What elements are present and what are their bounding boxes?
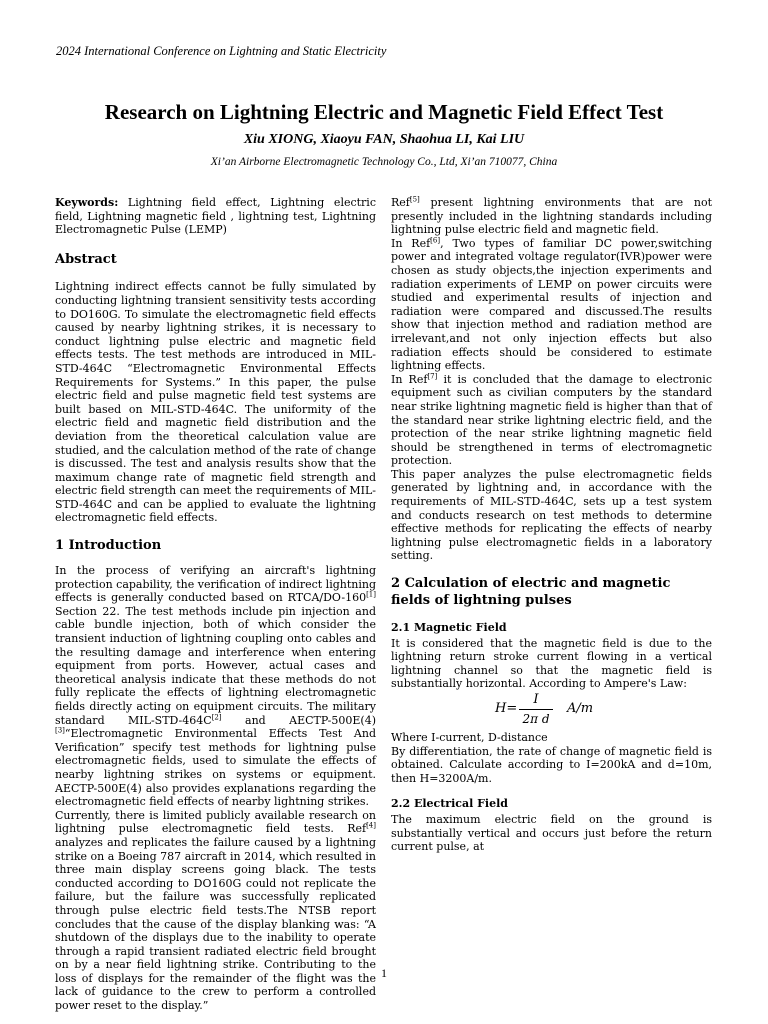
- magnetic-calc-paragraph: By differentiation, the rate of change of magnetic field is obtained. Calculate according to I=200kA and d=10m, then H=3200A/m.: [391, 744, 712, 785]
- abstract-heading: Abstract: [55, 251, 117, 267]
- electrical-field-paragraph: The maximum electric field on the ground is substantially vertical and occurs just before the return current pulse, at: [391, 812, 712, 854]
- citation: [4]: [366, 821, 376, 830]
- magnetic-field-heading: 2.1 Magnetic Field: [391, 621, 507, 635]
- page-number: 1: [381, 966, 387, 980]
- conference-header: 2024 International Conference on Lightning and Static Electricity: [56, 44, 387, 58]
- magnetic-field-paragraph: It is considered that the magnetic field is due to the lightning return stroke current flowing in a vertical lightning channel so that the magnetic field is substantially horizontal. According to Ampere's Law:: [391, 636, 712, 691]
- right-column: [391, 196, 712, 854]
- formula-fraction: [519, 693, 553, 726]
- fraction-bar: [519, 709, 553, 710]
- intro-paragraph-5: In Ref[7] it is concluded that the damage to electronic equipment such as civilian computers by the standard near strike lightning magnetic field is higher than that of the standard near strike lightning electric field, and the protection of the near strike lightning magnetic field should be strengthened in terms of electromagnetic protection.: [391, 372, 712, 468]
- keywords: [55, 196, 376, 237]
- citation: [1]: [366, 590, 376, 599]
- section-2-heading: 2 Calculation of electric and magnetic fields of lightning pulses: [391, 576, 671, 609]
- formula-numerator: I: [533, 692, 539, 707]
- intro-paragraph-2: Currently, there is limited publicly available research on lightning pulse electromagnetic field tests. Ref[4] analyzes and replicates the failure caused by a lightning strike on a Boeing 787 aircraft in 2014, which resulted in three main display screens going black. The tests conducted according to DO160G could not replicate the failure, but the failure was successfully replicated through pulse electric field tests.The NTSB report concludes that the cause of the display blanking was: “A shutdown of the displays due to the inability to operate through a rapid transient radiated electric field brought on by a near field lightning strike. Contributing to the loss of displays for the remainder of the flight was the lack of guidance to the crew to perform a controlled power reset to the display.”: [55, 808, 376, 1013]
- paper-title: Research on Lightning Electric and Magnetic Field Effect Test: [104, 100, 664, 124]
- author-list: Xiu XIONG, Xiaoyu FAN, Shaohua LI, Kai LIU: [243, 132, 525, 147]
- electrical-field-heading: 2.2 Electrical Field: [391, 797, 508, 811]
- keywords-label: Keywords:: [55, 196, 119, 209]
- abstract-text: Lightning indirect effects cannot be fully simulated by conducting lightning transient sensitivity tests according to DO160G. To simulate the electromagnetic field effects caused by nearby lightning strikes, it is necessary to conduct lightning pulse electric and magnetic field effects tests. The test methods are introduced in MIL-STD-464C “Electromagnetic Environmental Effects Requirements for Systems.” In this paper, the pulse electric field and pulse magnetic field test systems are built based on MIL-STD-464C. The uniformity of the electric field and magnetic field distribution and the deviation from the theoretical calculation value are studied, and the calculation method of the rate of change is discussed. The test and analysis results show that the maximum change rate of magnetic field strength and electric field strength can meet the requirements of MIL-STD-464C and can be applied to evaluate the lightning electromagnetic field effects.: [55, 280, 376, 525]
- citation: [7]: [427, 372, 438, 381]
- formula-denominator: 2π d: [522, 712, 550, 726]
- intro-paragraph-1: In the process of verifying an aircraft's lightning protection capability, the verification of indirect lightning effects is generally conducted based on RTCA/DO-160[1] Section 22. The test methods include pin injection and cable bundle injection, both of which consider the transient induction of lightning coupling onto cables and the resulting damage and interference when entering equipment from ports. However, actual cases and theoretical analysis indicate that these methods do not fully replicate the effects of lightning electromagnetic fields directly acting on equipment circuits. The military standard MIL-STD-464C[2] and AECTP-500E(4) [3]“Electromagnetic Environmental Effects Test And Verification” specify test methods for lightning pulse electromagnetic fields, used to simulate the effects of nearby lightning strikes on systems or equipment. AECTP-500E(4) also provides explanations regarding the electromagnetic field effects of nearby lightning strikes.: [55, 564, 376, 809]
- citation: [3]: [55, 726, 65, 735]
- intro-paragraph-6: This paper analyzes the pulse electromagnetic fields generated by lightning and, in accordance with the requirements of MIL-STD-464C, sets up a test system and conducts research on test methods to determine effective methods for replicating the effects of nearby lightning pulse electromagnetic fields in a laboratory setting.: [391, 467, 712, 563]
- intro-paragraph-3: Ref[5] present lightning environments that are not presently included in the lightning standards including lightning pulse electric field and magnetic field.: [391, 195, 712, 237]
- affiliation: Xi’an Airborne Electromagnetic Technology Co., Ltd, Xi’an 710077, China: [210, 156, 558, 168]
- citation: [2]: [211, 712, 222, 721]
- intro-heading: 1 Introduction: [55, 538, 162, 554]
- formula-unit: A/m: [567, 701, 594, 716]
- citation: [5]: [409, 195, 420, 204]
- left-column: [55, 196, 376, 1013]
- formula-lhs: H=: [495, 701, 518, 716]
- intro-paragraph-4: In Ref[6], Two types of familiar DC power,switching power and integrated voltage regulator(IVR)power were chosen as study objects,the injection experiments and radiation experiments of LEMP on power circuits were studied and experimental results of injection and radiation were compared and discussed.The results show that injection method and radiation method are irrelevant,and not only injection effects but also radiation effects should be considered to estimate lightning effects.: [391, 236, 712, 373]
- keywords-text: Lightning field effect, Lightning electric field, Lightning magnetic field , lightning test, Lightning Electromagnetic Pulse (LEMP): [55, 196, 376, 237]
- ampere-law-formula: [391, 693, 712, 727]
- citation: [6]: [430, 236, 441, 245]
- formula-where: Where I-current, D-distance: [391, 731, 548, 744]
